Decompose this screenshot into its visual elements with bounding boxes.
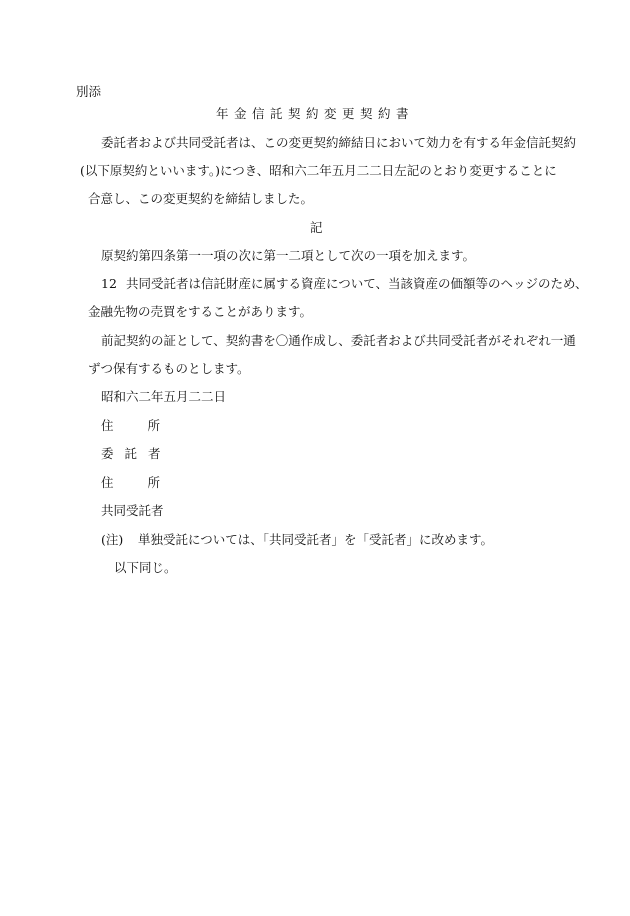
- co-trustee-label: 共同受託者: [101, 503, 164, 518]
- note-label: (注): [101, 532, 124, 547]
- clause-line: 共同受託者は信託財産に属する資産について、当該資産の価額等のヘッジのため、: [126, 276, 588, 291]
- preamble-line: (以下原契約といいます。)につき、昭和六二年五月二二日左記のとおり変更することに: [80, 163, 557, 178]
- document-title: 年金信託契約変更契約書: [215, 106, 414, 121]
- trustor-char: 委: [101, 446, 114, 461]
- address-char: 所: [147, 475, 161, 490]
- preamble-line: 合意し、この変更契約を締結しました。: [88, 191, 314, 206]
- closing-line: 前記契約の証として、契約書を〇通作成し、委託者および共同受託者がそれぞれ一通: [101, 333, 576, 348]
- clause-line: 金融先物の売買をすることがあります。: [88, 304, 313, 319]
- clause-number: 12: [101, 276, 117, 291]
- ki-heading: 記: [310, 220, 323, 235]
- trustor-char: 者: [148, 446, 161, 461]
- trustor-char: 託: [124, 446, 138, 461]
- attachment-label: 別添: [76, 84, 102, 99]
- note-text: 単独受託については、「共同受託者」を「受託者」に改めます。: [138, 532, 494, 547]
- address-label-2: [101, 475, 160, 491]
- address-label-1: [101, 418, 160, 434]
- amendment-text: 原契約第四条第一一項の次に第一二項として次の一項を加えます。: [101, 248, 476, 263]
- address-char: 所: [147, 418, 161, 433]
- address-char: 住: [101, 475, 114, 490]
- closing-line: ずつ保有するものとします。: [88, 361, 250, 376]
- preamble-line: 委託者および共同受託者は、この変更契約締結日において効力を有する年金信託契約: [101, 135, 577, 150]
- contract-date: 昭和六二年五月二二日: [101, 389, 227, 404]
- trustor-label: [101, 446, 161, 462]
- address-char: 住: [101, 418, 114, 433]
- note-continuation: 以下同じ。: [114, 560, 177, 575]
